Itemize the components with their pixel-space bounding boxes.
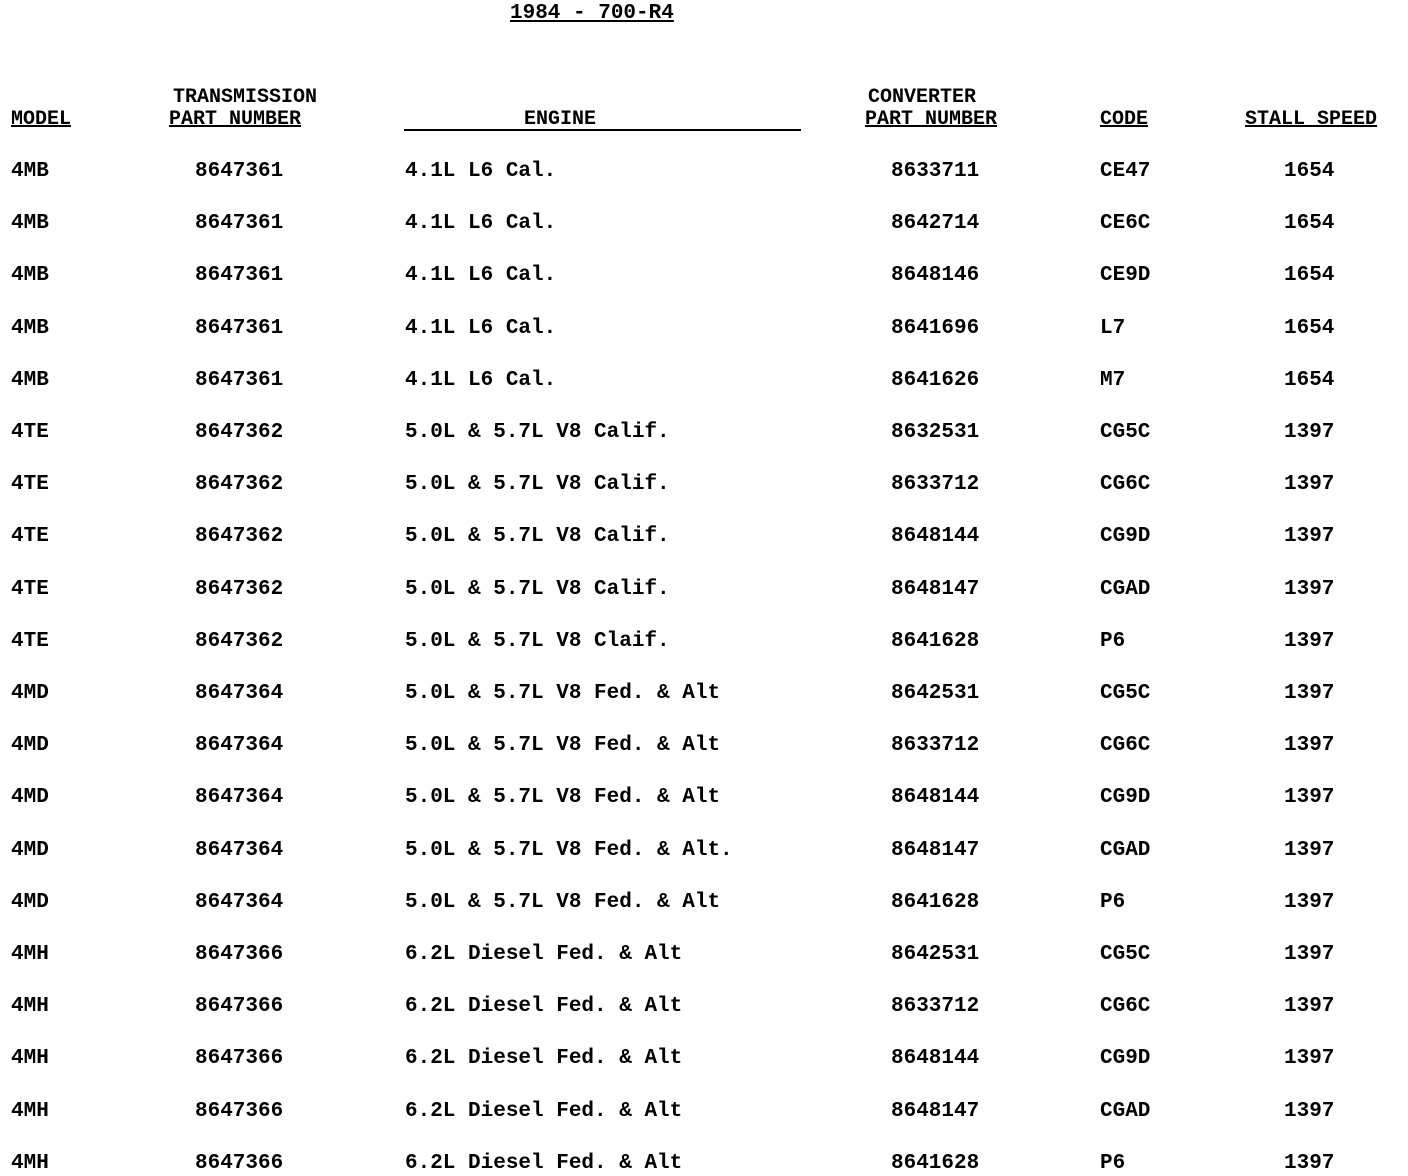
cell-code: P6 bbox=[1100, 891, 1126, 914]
cell-converter-part: 8641696 bbox=[891, 317, 980, 340]
cell-stall-speed: 1397 bbox=[1284, 1100, 1335, 1123]
cell-code: CG6C bbox=[1100, 734, 1151, 757]
cell-engine: 5.0L & 5.7L V8 Calif. bbox=[405, 578, 670, 601]
cell-transmission-part: 8647361 bbox=[195, 317, 284, 340]
cell-converter-part: 8632531 bbox=[891, 421, 980, 444]
cell-transmission-part: 8647362 bbox=[195, 630, 284, 653]
header-model: MODEL bbox=[11, 108, 72, 131]
cell-converter-part: 8642531 bbox=[891, 943, 980, 966]
header-engine: ENGINE bbox=[524, 108, 597, 131]
cell-stall-speed: 1397 bbox=[1284, 786, 1335, 809]
cell-transmission-part: 8647361 bbox=[195, 160, 284, 183]
cell-converter-part: 8633712 bbox=[891, 995, 980, 1018]
cell-transmission-part: 8647364 bbox=[195, 734, 284, 757]
cell-stall-speed: 1654 bbox=[1284, 160, 1335, 183]
cell-model: 4MH bbox=[11, 943, 49, 966]
cell-model: 4MB bbox=[11, 160, 49, 183]
cell-transmission-part: 8647366 bbox=[195, 995, 284, 1018]
cell-converter-part: 8648147 bbox=[891, 1100, 980, 1123]
cell-stall-speed: 1397 bbox=[1284, 578, 1335, 601]
cell-converter-part: 8641628 bbox=[891, 1152, 980, 1175]
cell-stall-speed: 1397 bbox=[1284, 1047, 1335, 1070]
cell-converter-part: 8648146 bbox=[891, 264, 980, 287]
cell-stall-speed: 1397 bbox=[1284, 839, 1335, 862]
cell-converter-part: 8633712 bbox=[891, 473, 980, 496]
cell-code: CG6C bbox=[1100, 995, 1151, 1018]
cell-transmission-part: 8647364 bbox=[195, 786, 284, 809]
cell-stall-speed: 1397 bbox=[1284, 682, 1335, 705]
cell-transmission-part: 8647362 bbox=[195, 421, 284, 444]
cell-code: CE9D bbox=[1100, 264, 1151, 287]
cell-engine: 5.0L & 5.7L V8 Calif. bbox=[405, 421, 670, 444]
header-transmission-line1: TRANSMISSION bbox=[173, 86, 318, 109]
cell-transmission-part: 8647364 bbox=[195, 839, 284, 862]
cell-stall-speed: 1397 bbox=[1284, 1152, 1335, 1175]
cell-transmission-part: 8647366 bbox=[195, 1047, 284, 1070]
cell-code: CE6C bbox=[1100, 212, 1151, 235]
cell-code: CG9D bbox=[1100, 786, 1151, 809]
cell-model: 4TE bbox=[11, 473, 49, 496]
cell-code: CG9D bbox=[1100, 525, 1151, 548]
cell-model: 4MH bbox=[11, 1100, 49, 1123]
cell-engine: 6.2L Diesel Fed. & Alt bbox=[405, 995, 683, 1018]
header-code: CODE bbox=[1100, 108, 1149, 131]
header-converter-line2: PART NUMBER bbox=[865, 108, 998, 131]
header-stall-speed: STALL SPEED bbox=[1245, 108, 1378, 131]
cell-transmission-part: 8647366 bbox=[195, 943, 284, 966]
cell-model: 4TE bbox=[11, 421, 49, 444]
cell-engine: 5.0L & 5.7L V8 Calif. bbox=[405, 473, 670, 496]
cell-converter-part: 8633712 bbox=[891, 734, 980, 757]
cell-model: 4MD bbox=[11, 891, 49, 914]
cell-transmission-part: 8647361 bbox=[195, 264, 284, 287]
cell-converter-part: 8648144 bbox=[891, 786, 980, 809]
cell-model: 4MH bbox=[11, 1152, 49, 1175]
cell-engine: 6.2L Diesel Fed. & Alt bbox=[405, 1152, 683, 1175]
cell-engine: 6.2L Diesel Fed. & Alt bbox=[405, 1100, 683, 1123]
cell-model: 4MH bbox=[11, 995, 49, 1018]
cell-code: CGAD bbox=[1100, 578, 1151, 601]
cell-model: 4TE bbox=[11, 630, 49, 653]
cell-code: CGAD bbox=[1100, 839, 1151, 862]
cell-transmission-part: 8647364 bbox=[195, 891, 284, 914]
cell-engine: 4.1L L6 Cal. bbox=[405, 264, 557, 287]
cell-model: 4TE bbox=[11, 578, 49, 601]
cell-stall-speed: 1397 bbox=[1284, 995, 1335, 1018]
cell-engine: 5.0L & 5.7L V8 Fed. & Alt bbox=[405, 891, 721, 914]
page-title: 1984 - 700-R4 bbox=[510, 2, 674, 25]
cell-stall-speed: 1397 bbox=[1284, 734, 1335, 757]
cell-model: 4MD bbox=[11, 786, 49, 809]
cell-transmission-part: 8647361 bbox=[195, 212, 284, 235]
cell-converter-part: 8648147 bbox=[891, 578, 980, 601]
cell-engine: 4.1L L6 Cal. bbox=[405, 369, 557, 392]
cell-code: M7 bbox=[1100, 369, 1126, 392]
cell-engine: 4.1L L6 Cal. bbox=[405, 212, 557, 235]
cell-code: CG5C bbox=[1100, 943, 1151, 966]
cell-model: 4MB bbox=[11, 369, 49, 392]
cell-code: P6 bbox=[1100, 1152, 1126, 1175]
cell-stall-speed: 1397 bbox=[1284, 421, 1335, 444]
cell-model: 4MD bbox=[11, 734, 49, 757]
cell-converter-part: 8648144 bbox=[891, 1047, 980, 1070]
cell-stall-speed: 1654 bbox=[1284, 317, 1335, 340]
cell-stall-speed: 1397 bbox=[1284, 891, 1335, 914]
cell-engine: 5.0L & 5.7L V8 Calif. bbox=[405, 525, 670, 548]
header-transmission-line2: PART NUMBER bbox=[169, 108, 302, 131]
cell-stall-speed: 1397 bbox=[1284, 525, 1335, 548]
cell-engine: 4.1L L6 Cal. bbox=[405, 317, 557, 340]
cell-engine: 6.2L Diesel Fed. & Alt bbox=[405, 943, 683, 966]
cell-converter-part: 8641626 bbox=[891, 369, 980, 392]
cell-engine: 5.0L & 5.7L V8 Fed. & Alt. bbox=[405, 839, 733, 862]
cell-stall-speed: 1397 bbox=[1284, 943, 1335, 966]
cell-engine: 5.0L & 5.7L V8 Claif. bbox=[405, 630, 670, 653]
cell-stall-speed: 1654 bbox=[1284, 264, 1335, 287]
cell-code: L7 bbox=[1100, 317, 1126, 340]
cell-transmission-part: 8647366 bbox=[195, 1100, 284, 1123]
cell-model: 4MH bbox=[11, 1047, 49, 1070]
cell-model: 4MB bbox=[11, 317, 49, 340]
cell-model: 4MB bbox=[11, 212, 49, 235]
cell-engine: 5.0L & 5.7L V8 Fed. & Alt bbox=[405, 786, 721, 809]
cell-transmission-part: 8647362 bbox=[195, 578, 284, 601]
cell-code: CE47 bbox=[1100, 160, 1151, 183]
cell-code: CG5C bbox=[1100, 682, 1151, 705]
cell-model: 4TE bbox=[11, 525, 49, 548]
cell-code: CG9D bbox=[1100, 1047, 1151, 1070]
cell-code: CG6C bbox=[1100, 473, 1151, 496]
cell-code: CGAD bbox=[1100, 1100, 1151, 1123]
cell-model: 4MD bbox=[11, 839, 49, 862]
cell-converter-part: 8642531 bbox=[891, 682, 980, 705]
cell-transmission-part: 8647364 bbox=[195, 682, 284, 705]
cell-converter-part: 8641628 bbox=[891, 891, 980, 914]
cell-code: CG5C bbox=[1100, 421, 1151, 444]
cell-engine: 5.0L & 5.7L V8 Fed. & Alt bbox=[405, 734, 721, 757]
cell-transmission-part: 8647366 bbox=[195, 1152, 284, 1175]
cell-transmission-part: 8647362 bbox=[195, 473, 284, 496]
cell-model: 4MD bbox=[11, 682, 49, 705]
cell-model: 4MB bbox=[11, 264, 49, 287]
cell-stall-speed: 1654 bbox=[1284, 369, 1335, 392]
cell-stall-speed: 1654 bbox=[1284, 212, 1335, 235]
cell-converter-part: 8648147 bbox=[891, 839, 980, 862]
cell-engine: 5.0L & 5.7L V8 Fed. & Alt bbox=[405, 682, 721, 705]
cell-transmission-part: 8647362 bbox=[195, 525, 284, 548]
cell-converter-part: 8641628 bbox=[891, 630, 980, 653]
cell-converter-part: 8633711 bbox=[891, 160, 980, 183]
cell-stall-speed: 1397 bbox=[1284, 630, 1335, 653]
cell-converter-part: 8648144 bbox=[891, 525, 980, 548]
cell-engine: 4.1L L6 Cal. bbox=[405, 160, 557, 183]
cell-transmission-part: 8647361 bbox=[195, 369, 284, 392]
cell-code: P6 bbox=[1100, 630, 1126, 653]
cell-converter-part: 8642714 bbox=[891, 212, 980, 235]
cell-engine: 6.2L Diesel Fed. & Alt bbox=[405, 1047, 683, 1070]
header-converter-line1: CONVERTER bbox=[868, 86, 977, 109]
cell-stall-speed: 1397 bbox=[1284, 473, 1335, 496]
